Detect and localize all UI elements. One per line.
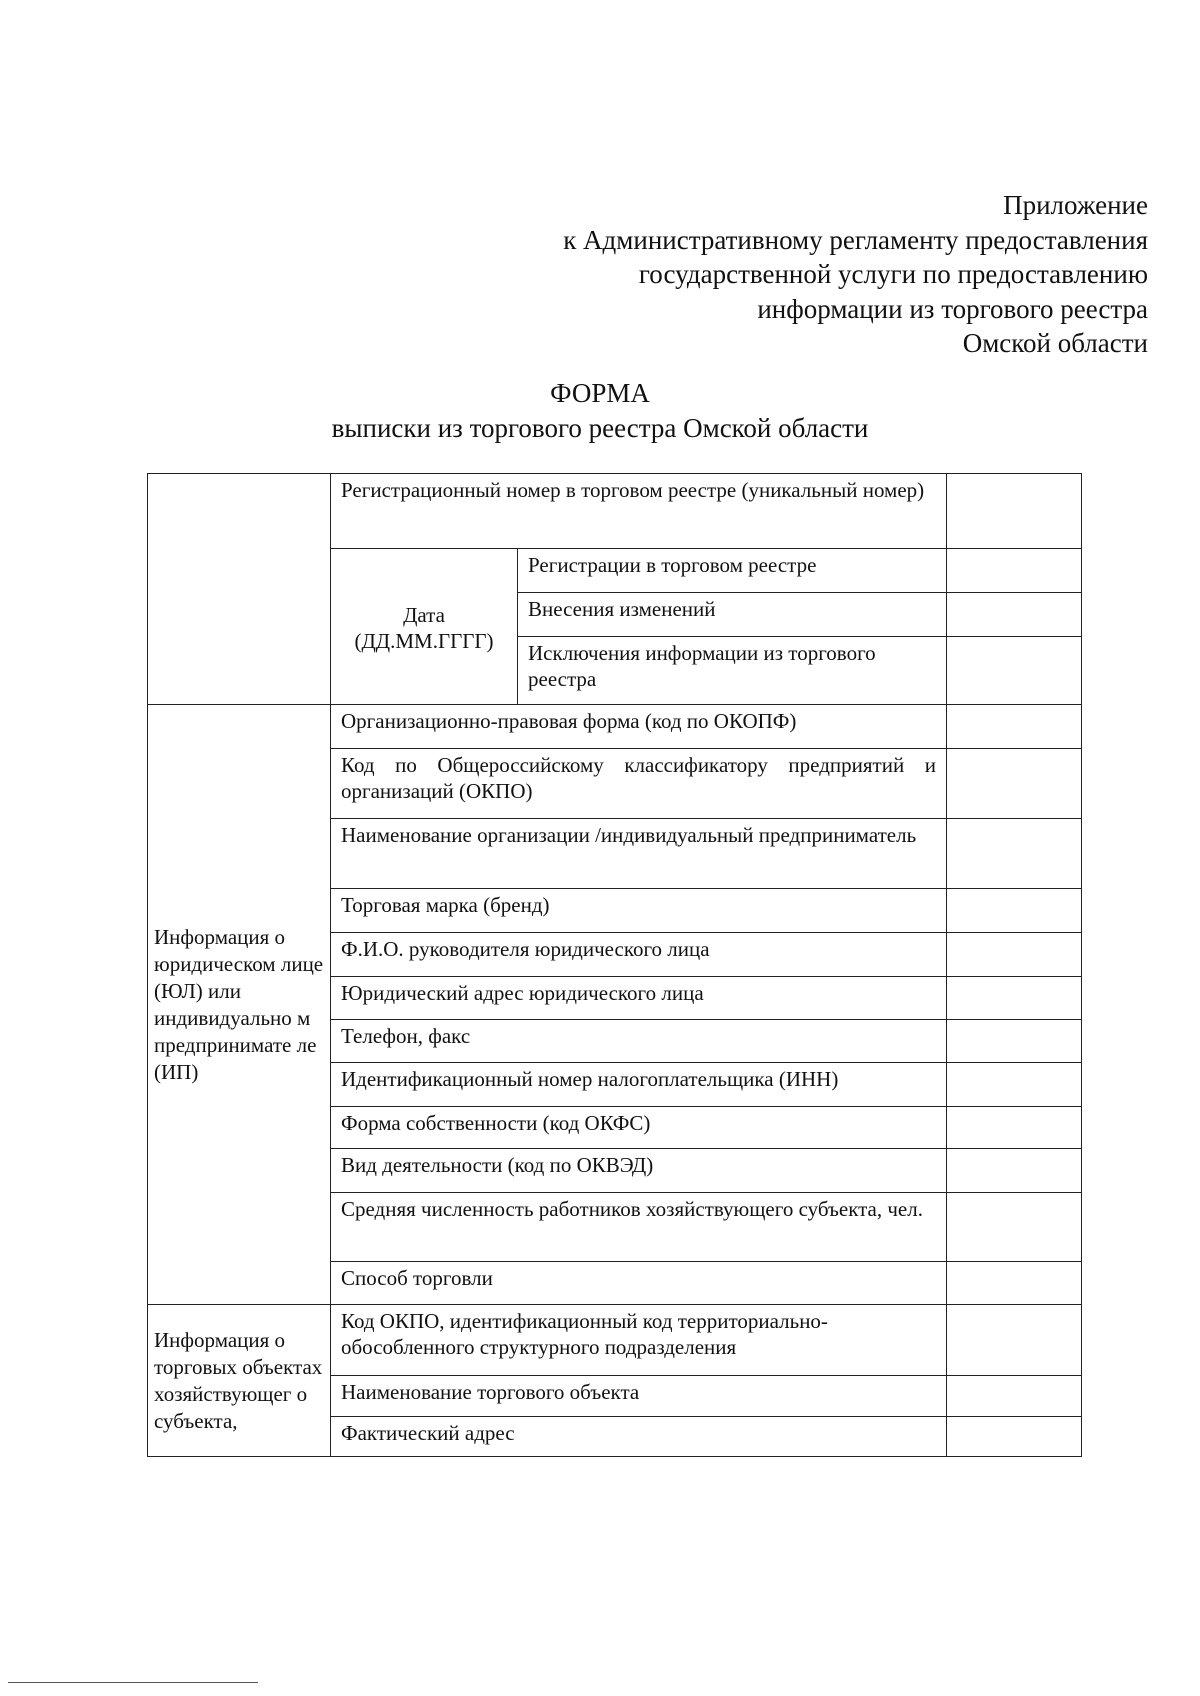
appendix-line: государственной услуги по предоставлению (638, 259, 1148, 289)
footnote-divider (8, 1682, 258, 1683)
field-label: Фактический адрес (331, 1417, 947, 1457)
date-label: Дата (ДД.ММ.ГГГГ) (331, 549, 518, 705)
date-row-label: Регистрации в торговом реестре (518, 549, 947, 593)
value-cell[interactable] (947, 1107, 1082, 1149)
section-trade-objects: Информация о торговых объектах хозяйствующег о субъекта, (148, 1305, 331, 1457)
appendix-line: к Административному регламенту предоставления (563, 224, 1148, 255)
form-title-block (0, 376, 1200, 446)
value-cell[interactable] (947, 1193, 1082, 1262)
value-cell[interactable] (947, 749, 1082, 819)
value-cell[interactable] (947, 1063, 1082, 1107)
field-label: Торговая марка (бренд) (331, 889, 947, 933)
field-label: Код ОКПО, идентификационный код территориально-обособленного структурного подразделения (331, 1305, 947, 1376)
value-cell[interactable] (947, 819, 1082, 889)
appendix-line: Омской области (962, 328, 1148, 358)
field-label: Наименование организации /индивидуальный предприниматель (331, 819, 947, 889)
form-title: ФОРМА (550, 378, 650, 408)
table-row (148, 474, 1082, 549)
value-cell[interactable] (947, 1149, 1082, 1193)
field-label: Организационно-правовая форма (код по ОКОПФ) (331, 705, 947, 749)
field-label: Код по Общероссийскому классификатору предприятий и организаций (ОКПО) (331, 749, 947, 819)
reg-number-label: Регистрационный номер в торговом реестре (уникальный номер) (331, 474, 947, 549)
date-row-label: Исключения информации из торгового реестра (518, 637, 947, 705)
value-cell[interactable] (947, 474, 1082, 549)
section-legal-entity: Информация о юридическом лице (ЮЛ) или индивидуально м предпринимате ле (ИП) (148, 705, 331, 1305)
value-cell[interactable] (947, 549, 1082, 593)
field-label: Наименование торгового объекта (331, 1376, 947, 1417)
field-label: Вид деятельности (код по ОКВЭД) (331, 1149, 947, 1193)
field-label: Телефон, факс (331, 1020, 947, 1063)
appendix-header (563, 188, 1148, 361)
form-subtitle: выписки из торгового реестра Омской области (331, 413, 869, 443)
appendix-line: Приложение (1003, 190, 1148, 220)
value-cell[interactable] (947, 889, 1082, 933)
field-label: Средняя численность работников хозяйствующего субъекта, чел. (331, 1193, 947, 1262)
table-row (148, 1305, 1082, 1376)
value-cell[interactable] (947, 977, 1082, 1020)
field-label: Идентификационный номер налогоплательщика (ИНН) (331, 1063, 947, 1107)
date-row-label: Внесения изменений (518, 593, 947, 637)
appendix-line: информации из торгового реестра (757, 293, 1148, 324)
table-row (148, 705, 1082, 749)
value-cell[interactable] (947, 1305, 1082, 1376)
field-label: Способ торговли (331, 1262, 947, 1305)
value-cell[interactable] (947, 933, 1082, 977)
value-cell[interactable] (947, 705, 1082, 749)
empty-section-cell (148, 474, 331, 705)
field-label: Ф.И.О. руководителя юридического лица (331, 933, 947, 977)
value-cell[interactable] (947, 1020, 1082, 1063)
field-label: Форма собственности (код ОКФС) (331, 1107, 947, 1149)
field-label: Юридический адрес юридического лица (331, 977, 947, 1020)
value-cell[interactable] (947, 593, 1082, 637)
value-cell[interactable] (947, 1376, 1082, 1417)
value-cell[interactable] (947, 1262, 1082, 1305)
value-cell[interactable] (947, 1417, 1082, 1457)
value-cell[interactable] (947, 637, 1082, 705)
registry-extract-table (147, 473, 1082, 1457)
